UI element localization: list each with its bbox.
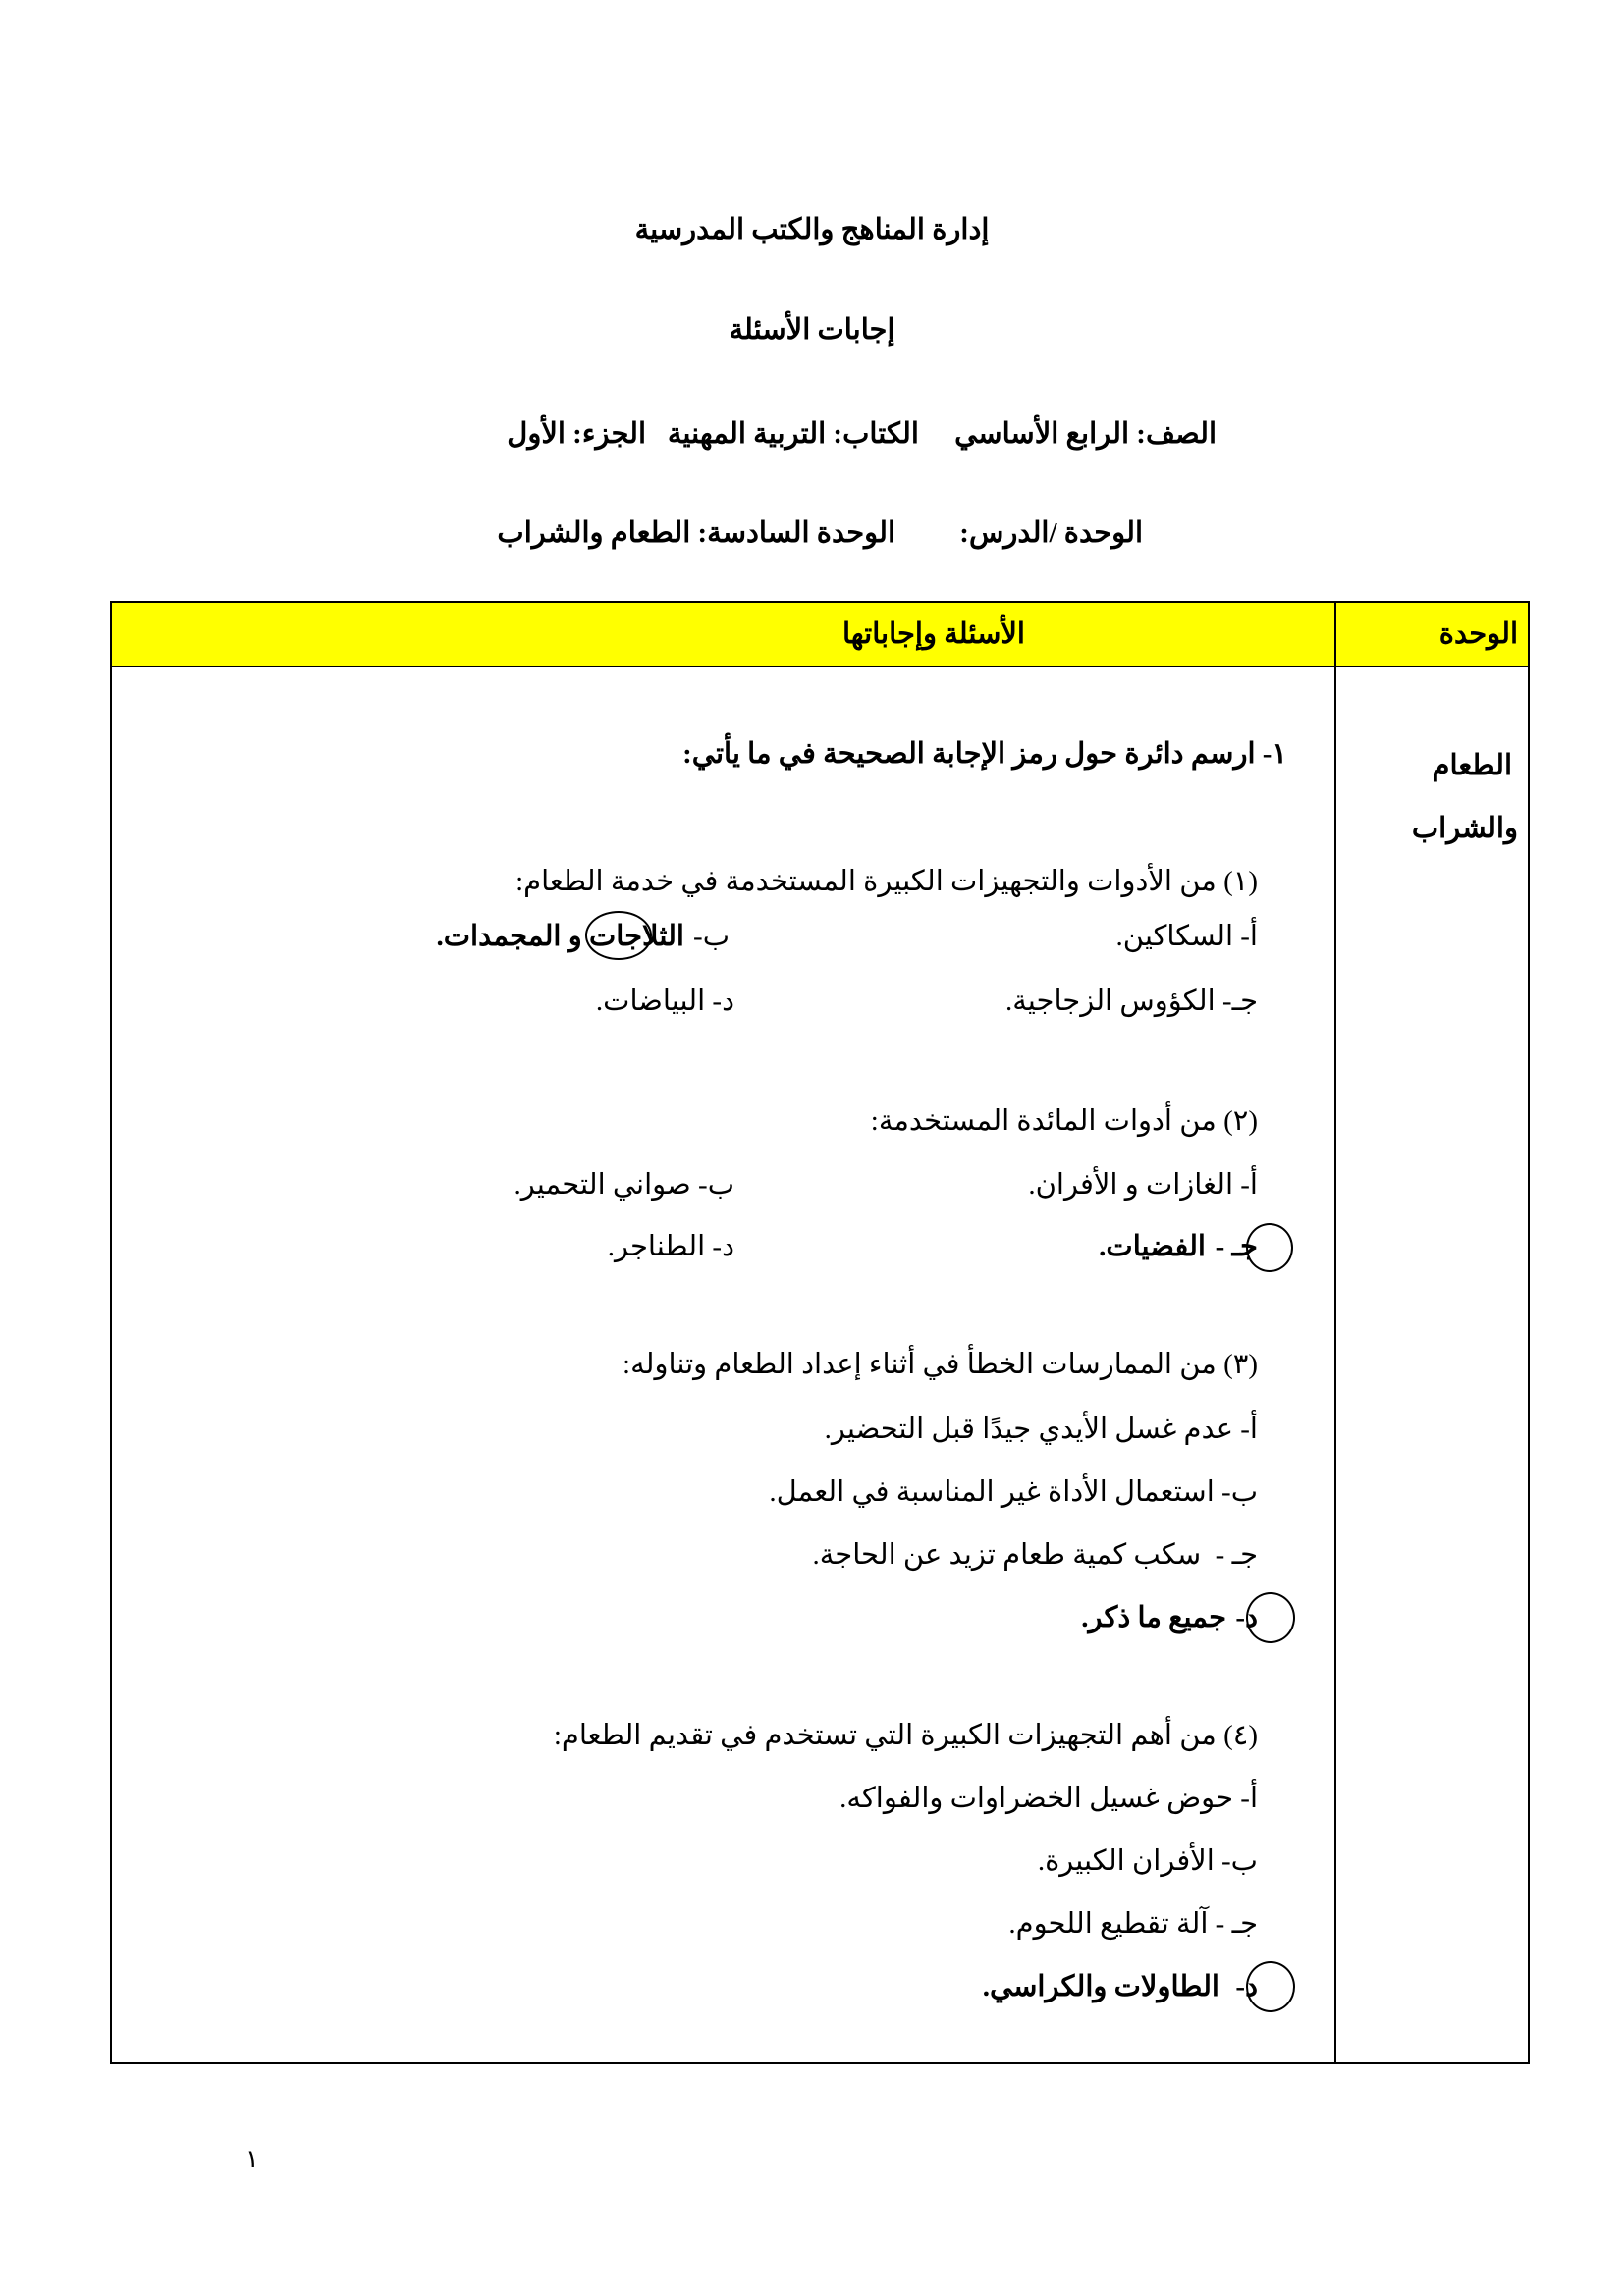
unit-value: الوحدة السادسة: الطعام والشراب bbox=[497, 517, 895, 549]
q1-stem: (١) من الأدوات والتجهيزات الكبيرة المستخدمة في خدمة الطعام: bbox=[515, 866, 1258, 897]
q4-option-a: أ- حوض غسيل الخضراوات والفواكه. bbox=[839, 1783, 1258, 1814]
q2-option-d: د- الطناجر. bbox=[607, 1231, 734, 1262]
q4-option-b: ب- الأفران الكبيرة. bbox=[1037, 1845, 1258, 1877]
q1-option-c: جـ- الكؤوس الزجاجية. bbox=[1004, 986, 1258, 1017]
q3-option-c: جـ - سكب كمية طعام تزيد عن الحاجة. bbox=[812, 1539, 1258, 1571]
header-questions-cell: الأسئلة وإجاباتها bbox=[841, 618, 1025, 650]
q3-option-d-text: جميع ما ذكر. bbox=[1081, 1602, 1226, 1633]
column-divider bbox=[1334, 603, 1336, 2062]
q4-option-d-marker: د- bbox=[1235, 1971, 1258, 2002]
page-number: ١ bbox=[245, 2145, 259, 2173]
unit-label: الوحدة /الدرس: bbox=[959, 517, 1143, 549]
unit-name-line2: والشراب bbox=[1411, 813, 1518, 844]
q4-option-d-text: الطاولات والكراسي. bbox=[982, 1971, 1219, 2002]
q2-stem: (٢) من أدوات المائدة المستخدمة: bbox=[870, 1105, 1258, 1137]
department-title: إدارة المناهج والكتب المدرسية bbox=[634, 214, 990, 245]
answers-table bbox=[110, 601, 1530, 2064]
q1-option-b-marker: ب- bbox=[693, 921, 730, 952]
q3-option-d-marker: د- bbox=[1235, 1602, 1258, 1633]
main-question: ١- ارسم دائرة حول رمز الإجابة الصحيحة في ما يأتي: bbox=[682, 738, 1287, 770]
q2-option-c-marker: جـ - bbox=[1215, 1231, 1258, 1262]
q1-option-d: د- البياضات. bbox=[595, 986, 734, 1017]
q4-option-c: جـ - آلة تقطيع اللحوم. bbox=[1008, 1908, 1258, 1940]
q3-answer-circle bbox=[1246, 1592, 1295, 1643]
q2-option-b: ب- صواني التحمير. bbox=[514, 1169, 734, 1201]
q2-answer-circle bbox=[1246, 1223, 1293, 1272]
grade-book-line: الصف: الرابع الأساسي الكتاب: التربية المهنية الجزء: الأول bbox=[507, 418, 1217, 450]
q3-stem: (٣) من الممارسات الخطأ في أثناء إعداد الطعام وتناوله: bbox=[623, 1349, 1258, 1380]
q3-option-a: أ- عدم غسل الأيدي جيدًا قبل التحضير. bbox=[824, 1414, 1258, 1445]
q1-option-a: أ- السكاكين. bbox=[1115, 921, 1258, 952]
table-header-row bbox=[112, 603, 1528, 667]
q2-option-a: أ- الغازات و الأفران. bbox=[1028, 1169, 1258, 1201]
q2-option-c-text: الفضيات. bbox=[1099, 1231, 1206, 1262]
q3-option-b: ب- استعمال الأداة غير المناسبة في العمل. bbox=[769, 1476, 1258, 1508]
unit-name-line1: الطعام bbox=[1432, 750, 1512, 781]
q1-option-b-text: الثلاجات و المجمدات. bbox=[436, 921, 684, 952]
q4-answer-circle bbox=[1246, 1961, 1295, 2012]
document-title: إجابات الأسئلة bbox=[729, 314, 895, 346]
header-unit-cell: الوحدة bbox=[1438, 618, 1518, 650]
q4-stem: (٤) من أهم التجهيزات الكبيرة التي تستخدم في تقديم الطعام: bbox=[553, 1720, 1258, 1751]
